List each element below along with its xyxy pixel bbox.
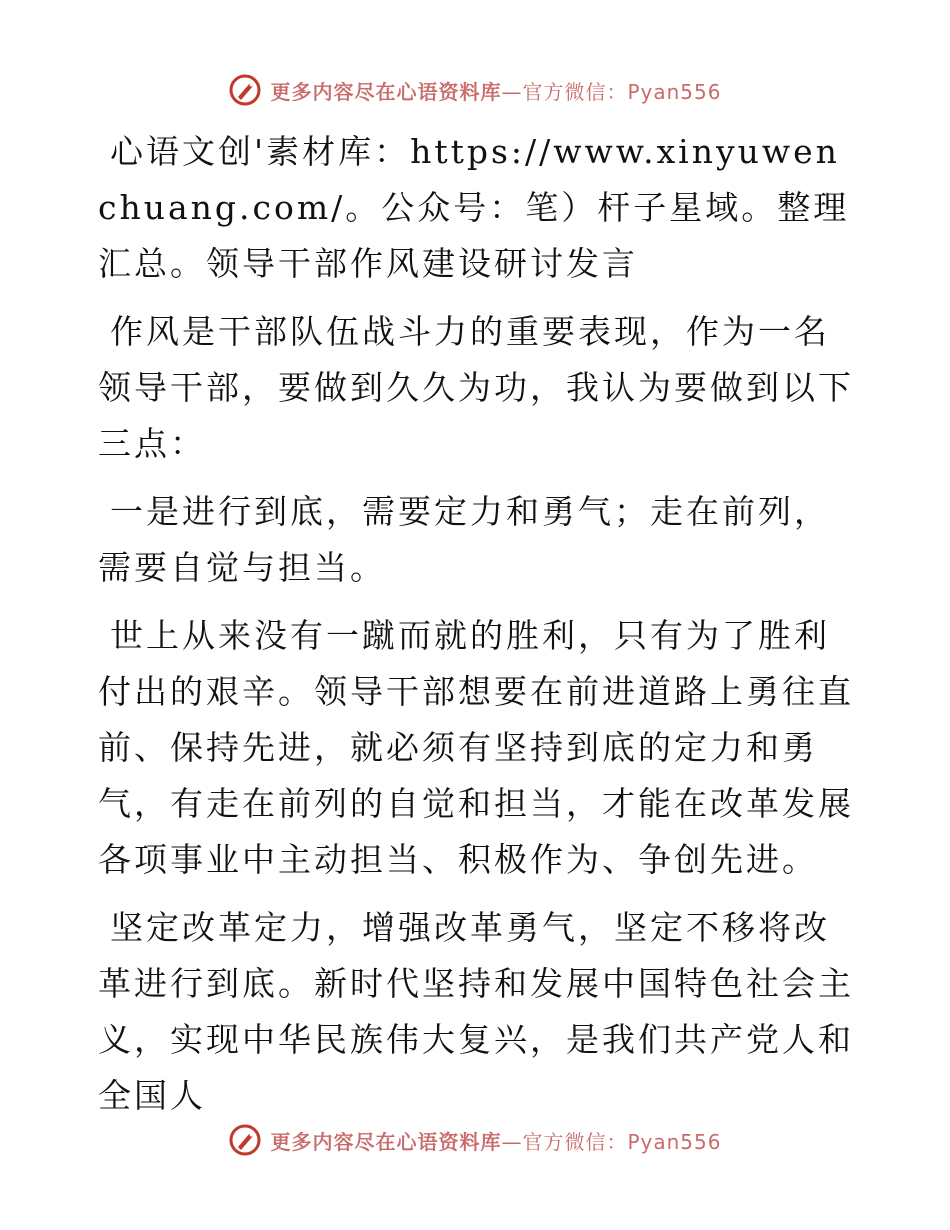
footer-banner-rest: —官方微信：Pyan556 xyxy=(501,1129,722,1154)
footer-banner xyxy=(0,1120,950,1160)
pen-nib-logo-icon xyxy=(228,1123,262,1157)
paragraph-1: 作风是干部队伍战斗力的重要表现，作为一名领导干部，要做到久久为功，我认为要做到以下三点： xyxy=(98,312,854,463)
pen-nib-logo-icon xyxy=(228,73,262,107)
header-banner-rest: —官方微信：Pyan556 xyxy=(501,79,722,104)
footer-banner-lead: 更多内容尽在心语资料库 xyxy=(270,1129,502,1154)
header-banner-lead: 更多内容尽在心语资料库 xyxy=(270,79,502,104)
paragraph-4: 坚定改革定力，增强改革勇气，坚定不移将改革进行到底。新时代坚持和发展中国特色社会主义，实现中华民族伟大复兴，是我们共产党人和全国人 xyxy=(98,908,854,1115)
paragraph-3: 世上从来没有一蹴而就的胜利，只有为了胜利付出的艰辛。领导干部想要在前进道路上勇往直前、保持先进，就必须有坚持到底的定力和勇气，有走在前列的自觉和担当，才能在改革发展各项事业中主动担当、积极作为、争创先进。 xyxy=(98,616,854,879)
paragraph-2: 一是进行到底，需要定力和勇气；走在前列，需要自觉与担当。 xyxy=(98,492,830,587)
document-body xyxy=(98,124,858,1136)
paragraph-intro: 心语文创'素材库：https://www.xinyuwenchuang.com/。公众号：笔）杆子星域。整理汇总。领导干部作风建设研讨发言 xyxy=(98,132,850,283)
header-banner xyxy=(0,70,950,110)
